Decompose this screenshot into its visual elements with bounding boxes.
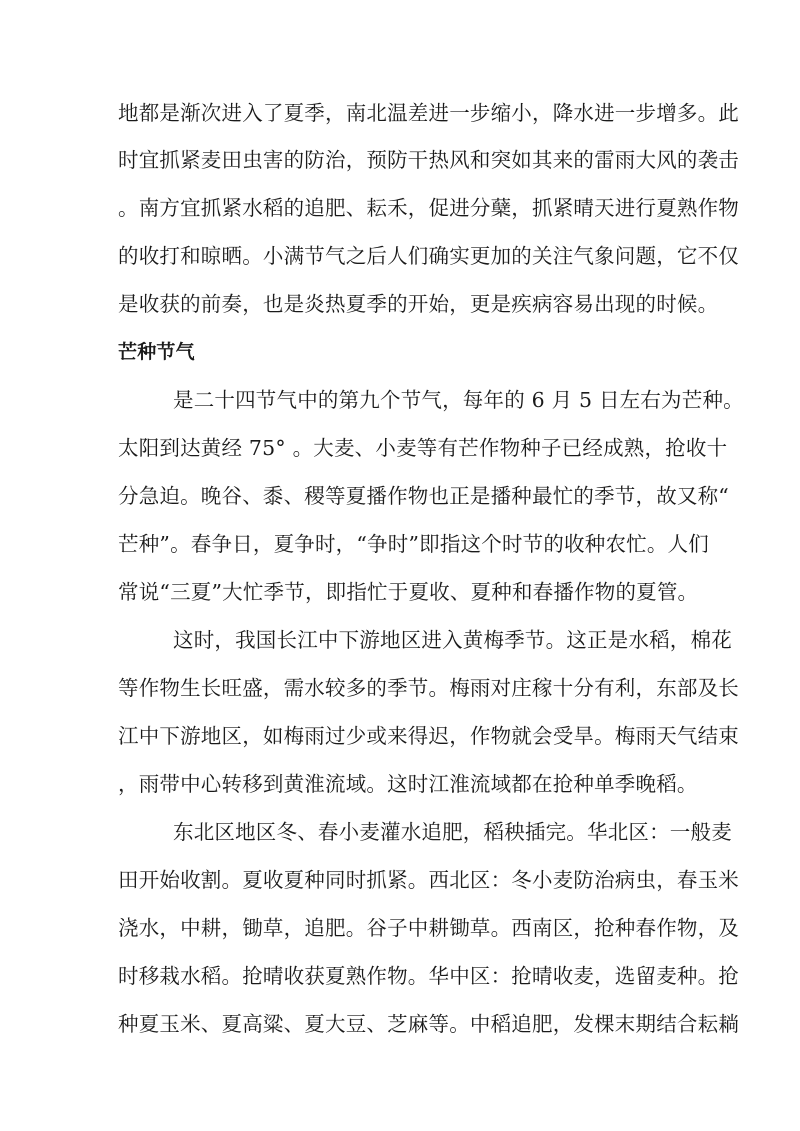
text-line: 太阳到达黄经 75° 。大麦、小麦等有芒作物种子已经成熟，抢收十 — [118, 436, 728, 460]
text-line: 分急迫。晚谷、黍、稷等夏播作物也正是播种最忙的季节，故又称“ — [118, 484, 729, 508]
text-line: 时移栽水稻。抢晴收获夏熟作物。华中区：抢晴收麦，选留麦种。抢 — [118, 964, 739, 988]
text-line: 。南方宜抓紧水稻的追肥、耘禾，促进分蘖，抓紧晴天进行夏熟作物 — [118, 196, 739, 220]
text-line: 常说“三夏”大忙季节，即指忙于夏收、夏种和春播作物的夏管。 — [118, 580, 699, 604]
text-line: 等作物生长旺盛，需水较多的季节。梅雨对庄稼十分有利，东部及长 — [118, 676, 739, 700]
text-line: 东北区地区冬、春小麦灌水追肥，稻秧插完。华北区：一般麦 — [173, 820, 732, 844]
text-line: ，雨带中心转移到黄淮流域。这时江淮流域都在抢种单季晚稻。 — [118, 772, 698, 796]
text-line: 是收获的前奏，也是炎热夏季的开始，更是疾病容易出现的时候。 — [118, 292, 719, 316]
text-line: 地都是渐次进入了夏季，南北温差进一步缩小，降水进一步增多。此 — [118, 101, 739, 125]
text-line: 江中下游地区，如梅雨过少或来得迟，作物就会受旱。梅雨天气结束 — [118, 724, 739, 748]
text-line: 这时，我国长江中下游地区进入黄梅季节。这正是水稻，棉花 — [173, 628, 732, 652]
text-line: 是二十四节气中的第九个节气，每年的 6 月 5 日左右为芒种。 — [173, 388, 744, 412]
text-line: 田开始收割。夏收夏种同时抓紧。西北区：冬小麦防治病虫，春玉米 — [118, 868, 739, 892]
text-line: 的收打和晾晒。小满节气之后人们确实更加的关注气象问题，它不仅 — [118, 244, 739, 268]
section-heading: 芒种节气 — [118, 341, 195, 363]
text-line: 芒种”。春争日，夏争时，“争时”即指这个时节的收种农忙。人们 — [118, 532, 709, 556]
text-line: 时宜抓紧麦田虫害的防治，预防干热风和突如其来的雷雨大风的袭击 — [118, 148, 739, 172]
text-line: 种夏玉米、夏高粱、夏大豆、芝麻等。中稻追肥，发棵末期结合耘耥 — [118, 1012, 739, 1036]
text-line: 浇水，中耕，锄草，追肥。谷子中耕锄草。西南区，抢种春作物，及 — [118, 916, 739, 940]
